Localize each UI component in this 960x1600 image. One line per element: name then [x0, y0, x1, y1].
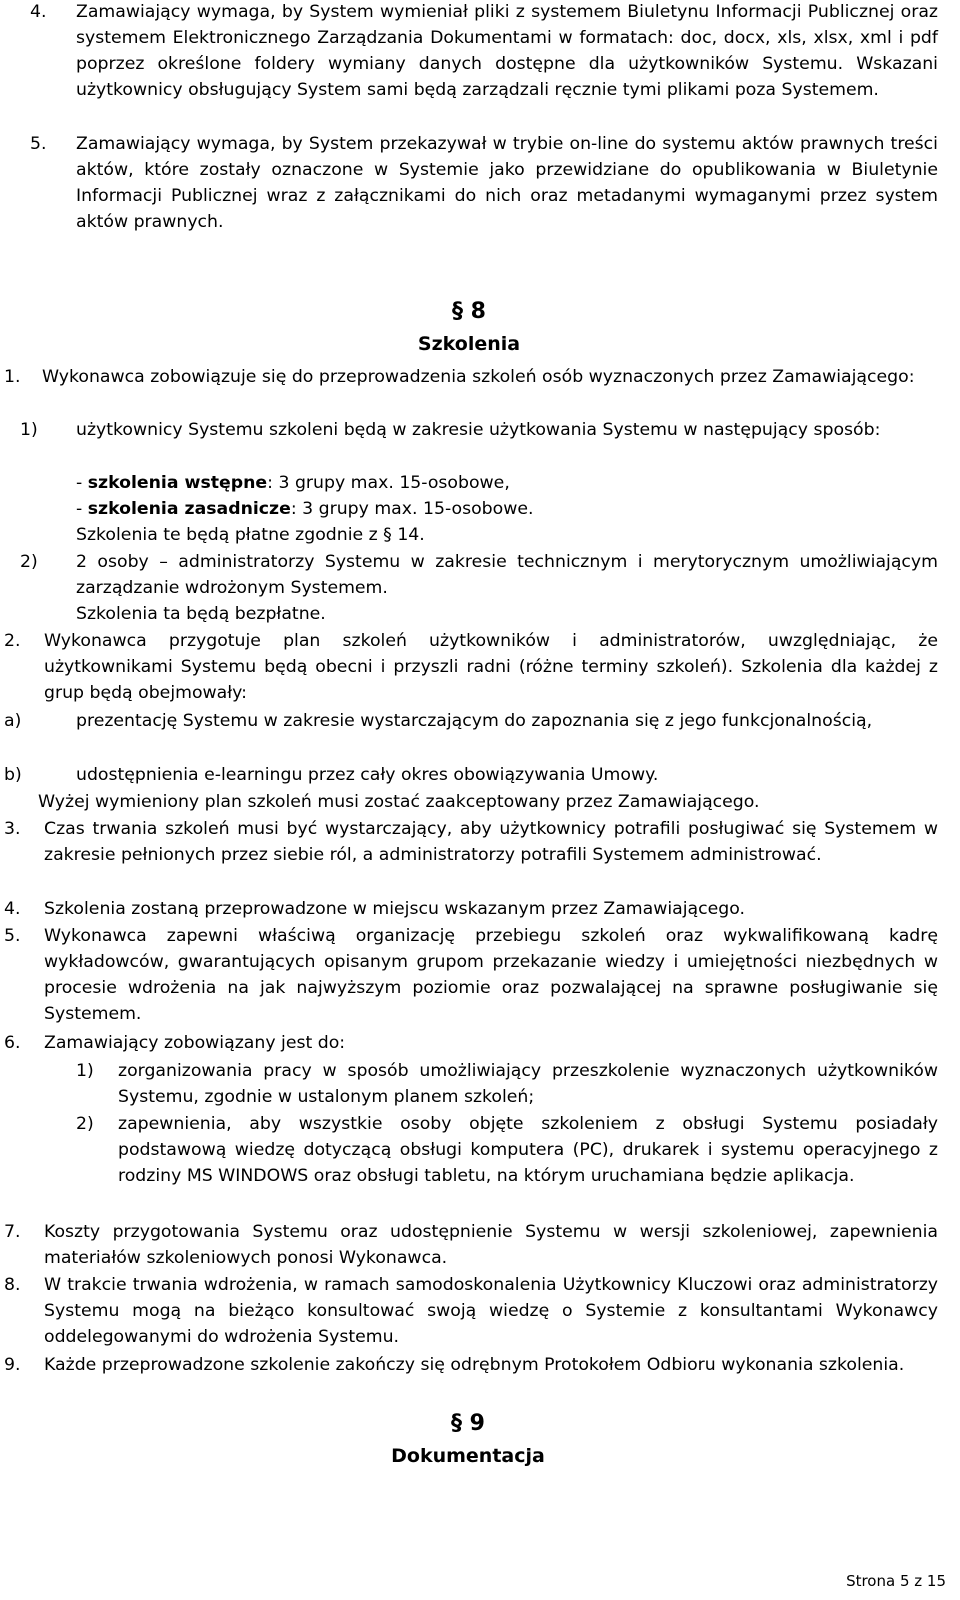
sub-number: 1) — [76, 1061, 94, 1081]
item-number: 7. — [4, 1222, 21, 1242]
sub-number: 2) — [76, 1114, 94, 1134]
paragraph-text: Wykonawca zobowiązuje się do przeprowadzenia szkoleń osób wyznaczonych przez Zamawiającego: — [42, 367, 915, 387]
item-number: 5. — [30, 134, 47, 154]
paragraph-6-sub-2: zapewnienia, aby wszystkie osoby objęte szkoleniem z obsługi Systemu posiadały podstawową wiedzę dotyczącą obsługi komputera (PC), drukarek i systemu operacyjnego z rodziny MS WINDOWS oraz obsługi tabletu, na którym uruchamiana będzie aplikacja. — [118, 1114, 938, 1186]
item-number: 4. — [30, 2, 47, 22]
sub-letter: b) — [4, 765, 22, 785]
item-number: 4. — [4, 899, 21, 919]
section-heading-9 — [368, 1408, 568, 1472]
accept-note: Wyżej wymieniony plan szkoleń musi zostać zaakceptowany przez Zamawiającego. — [38, 792, 760, 812]
paragraph-sub-1: użytkownicy Systemu szkoleni będą w zakresie użytkowania Systemu w następujący sposób: — [76, 420, 881, 440]
free-note: Szkolenia ta będą bezpłatne. — [76, 604, 326, 624]
paragraph-sub-2: 2 osoby – administratorzy Systemu w zakresie technicznym i merytorycznym umożliwiającym zarządzanie wdrożonym Systemem. — [76, 552, 938, 598]
section-symbol: § 8 — [452, 299, 486, 324]
sub-letter: a) — [4, 711, 22, 731]
paragraph-6-sub-1: zorganizowania pracy w sposób umożliwiający przeszkolenie wyznaczonych użytkowników Systemu, zgodnie w ustalonym planem szkoleń; — [118, 1061, 938, 1107]
paragraph-item-5: Zamawiający wymaga, by System przekazywał w trybie on-line do systemu aktów prawnych treści aktów, które zostały oznaczone w Systemie jako przewidziane do opublikowania w Biuletynie Informacji Publicznej wraz z załącznikami do nich oraz metadanymi wymaganymi przez system aktów prawnych. — [76, 134, 938, 232]
item-number: 2. — [4, 631, 21, 651]
dash-item-main: - szkolenia zasadnicze: 3 grupy max. 15-osobowe. — [76, 499, 534, 519]
item-number: 3. — [4, 819, 21, 839]
item-number: 9. — [4, 1355, 21, 1375]
item-number: 1. — [4, 367, 21, 387]
paragraph-s8-item-8: W trakcie trwania wdrożenia, w ramach samodoskonalenia Użytkownicy Kluczowi oraz administratorzy Systemu mogą na bieżąco konsultować swoją wiedzę o Systemie z konsultantami Wykonawcy oddelegowanymi do wdrożenia Systemu. — [44, 1275, 938, 1347]
paragraph-s8-item-7: Koszty przygotowania Systemu oraz udostępnienie Systemu w wersji szkoleniowej, zapewnienia materiałów szkoleniowych ponosi Wykonawca. — [44, 1222, 938, 1268]
paragraph-s8-item-5: Wykonawca zapewni właściwą organizację przebiegu szkoleń oraz wykwalifikowaną kadrę wykładowców, gwarantujących opisanym grupom przekazanie wiedzy i umiejętności niezbędnych w procesie wdrożenia na jak najwyższym poziomie oraz pozwalającej na sprawne posługiwanie się Systemem. — [44, 926, 938, 1024]
section-heading-8 — [369, 296, 569, 360]
paragraph-sub-a: prezentację Systemu w zakresie wystarczającym do zapoznania się z jego funkcjonalnością, — [76, 711, 873, 731]
dash-item-initial: - szkolenia wstępne: 3 grupy max. 15-osobowe, — [76, 473, 510, 493]
item-number: 5. — [4, 926, 21, 946]
sub-number: 1) — [20, 420, 38, 440]
paragraph-sub-b: udostępnienia e-learningu przez cały okres obowiązywania Umowy. — [76, 765, 659, 785]
sub-number: 2) — [20, 552, 38, 572]
item-number: 8. — [4, 1275, 21, 1295]
paragraph-item-4: Zamawiający wymaga, by System wymieniał pliki z systemem Biuletynu Informacji Publicznej oraz systemem Elektronicznego Zarządzania Dokumentami w formatach: doc, docx, xls, xlsx, xml i pdf poprzez określone foldery wymiany danych dostępne dla użytkowników Systemu. Wskazani użytkownicy obsługujący System sami będą zarządzali ręcznie tymi plikami poza Systemem. — [76, 2, 938, 100]
paragraph-s8-item-9: Każde przeprowadzone szkolenie zakończy się odrębnym Protokołem Odbioru wykonania szkolenia. — [44, 1355, 905, 1375]
paid-note: Szkolenia te będą płatne zgodnie z § 14. — [76, 525, 425, 545]
paragraph-s8-item-6: Zamawiający zobowiązany jest do: — [44, 1033, 346, 1053]
item-number: 6. — [4, 1033, 21, 1053]
section-title: Szkolenia — [417, 333, 521, 355]
paragraph-s8-item-2: Wykonawca przygotuje plan szkoleń użytkowników i administratorów, uwzględniając, że użytkownikami Systemu będą obecni i przyszli radni (różne terminy szkoleń). Szkolenia dla każdej z grup będą obejmowały: — [44, 631, 938, 703]
paragraph-s8-item-4: Szkolenia zostaną przeprowadzone w miejscu wskazanym przez Zamawiającego. — [44, 899, 746, 919]
paragraph-s8-item-1 — [20, 364, 938, 390]
paragraph-s8-item-3: Czas trwania szkoleń musi być wystarczający, aby użytkownicy potrafili posługiwać się Systemem w zakresie pełnionych przez siebie ról, a administratorzy potrafili Systemem administrować. — [44, 819, 938, 865]
section-title: Dokumentacja — [391, 1445, 545, 1467]
page-number: Strona 5 z 15 — [846, 1572, 946, 1590]
section-symbol: § 9 — [451, 1411, 485, 1436]
